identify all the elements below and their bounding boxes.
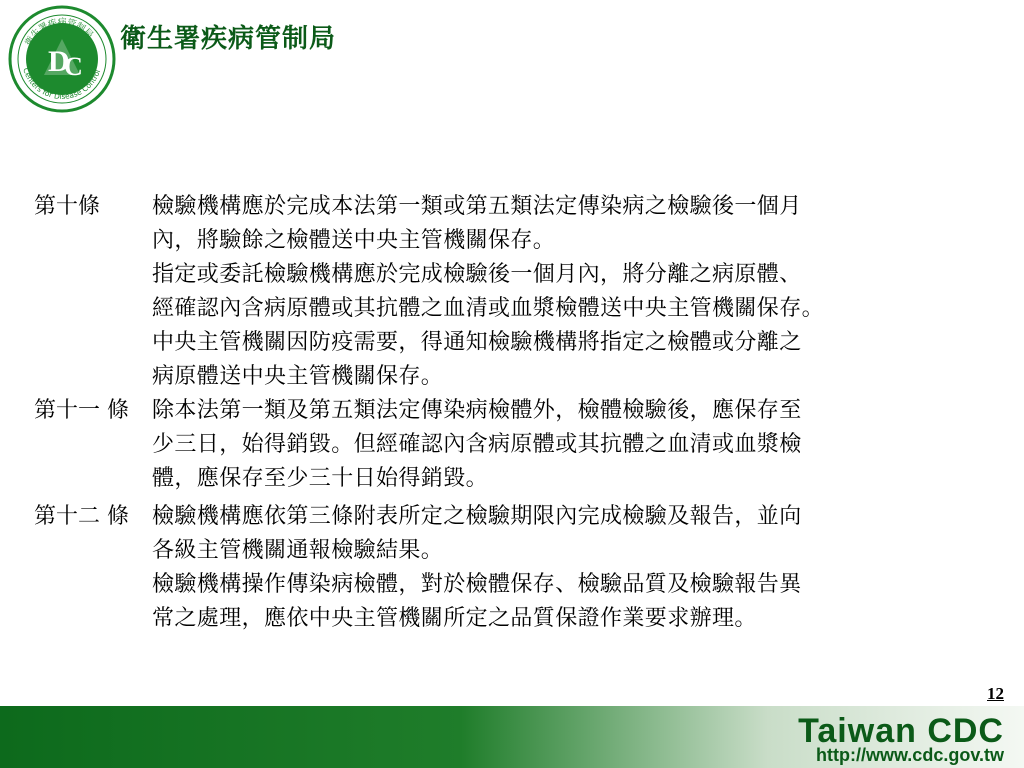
article-line: 常之處理，應依中央主管機關所定之品質保證作業要求辦理。 bbox=[152, 606, 757, 631]
article-number: 第十二 條 bbox=[34, 504, 129, 529]
article-line: 病原體送中央主管機關保存。 bbox=[152, 364, 444, 389]
footer-url: http://www.cdc.gov.tw bbox=[816, 745, 1004, 765]
article-number: 第十一 條 bbox=[34, 398, 129, 423]
cdc-logo bbox=[8, 5, 116, 113]
logo-chinese-text: 衛生署疾病管制局 bbox=[24, 17, 95, 48]
footer-brand: Taiwan CDC bbox=[798, 712, 1004, 750]
article-line: 少三日，始得銷毀。但經確認內含病原體或其抗體之血清或血漿檢 bbox=[152, 432, 802, 457]
page-number: 12 bbox=[987, 684, 1004, 703]
article-line: 各級主管機關通報檢驗結果。 bbox=[152, 538, 444, 563]
article-number: 第十條 bbox=[34, 194, 101, 219]
article-line: 指定或委託檢驗機構應於完成檢驗後一個月內，將分離之病原體、 bbox=[152, 262, 802, 287]
article-line: 體，應保存至少三十日始得銷毀。 bbox=[152, 466, 489, 491]
svg-text:D: D bbox=[48, 45, 70, 78]
article-line: 經確認內含病原體或其抗體之血清或血漿檢體送中央主管機關保存。 bbox=[152, 296, 825, 321]
article-line: 內，將驗餘之檢體送中央主管機關保存。 bbox=[152, 228, 556, 253]
article-line: 中央主管機關因防疫需要，得通知檢驗機構將指定之檢體或分離之 bbox=[152, 330, 802, 355]
svg-text:C: C bbox=[64, 52, 83, 81]
article-line: 檢驗機構應於完成本法第一類或第五類法定傳染病之檢驗後一個月 bbox=[152, 194, 802, 219]
article-line: 除本法第一類及第五類法定傳染病檢體外，檢體檢驗後，應保存至 bbox=[152, 398, 802, 423]
article-line: 檢驗機構操作傳染病檢體，對於檢體保存、檢驗品質及檢驗報告異 bbox=[152, 572, 802, 597]
article-line: 檢驗機構應依第三條附表所定之檢驗期限內完成檢驗及報告，並向 bbox=[152, 504, 802, 529]
organization-name: 衛生署疾病管制局 bbox=[120, 24, 337, 54]
logo-english-text: Centers for Disease Control bbox=[21, 66, 103, 102]
